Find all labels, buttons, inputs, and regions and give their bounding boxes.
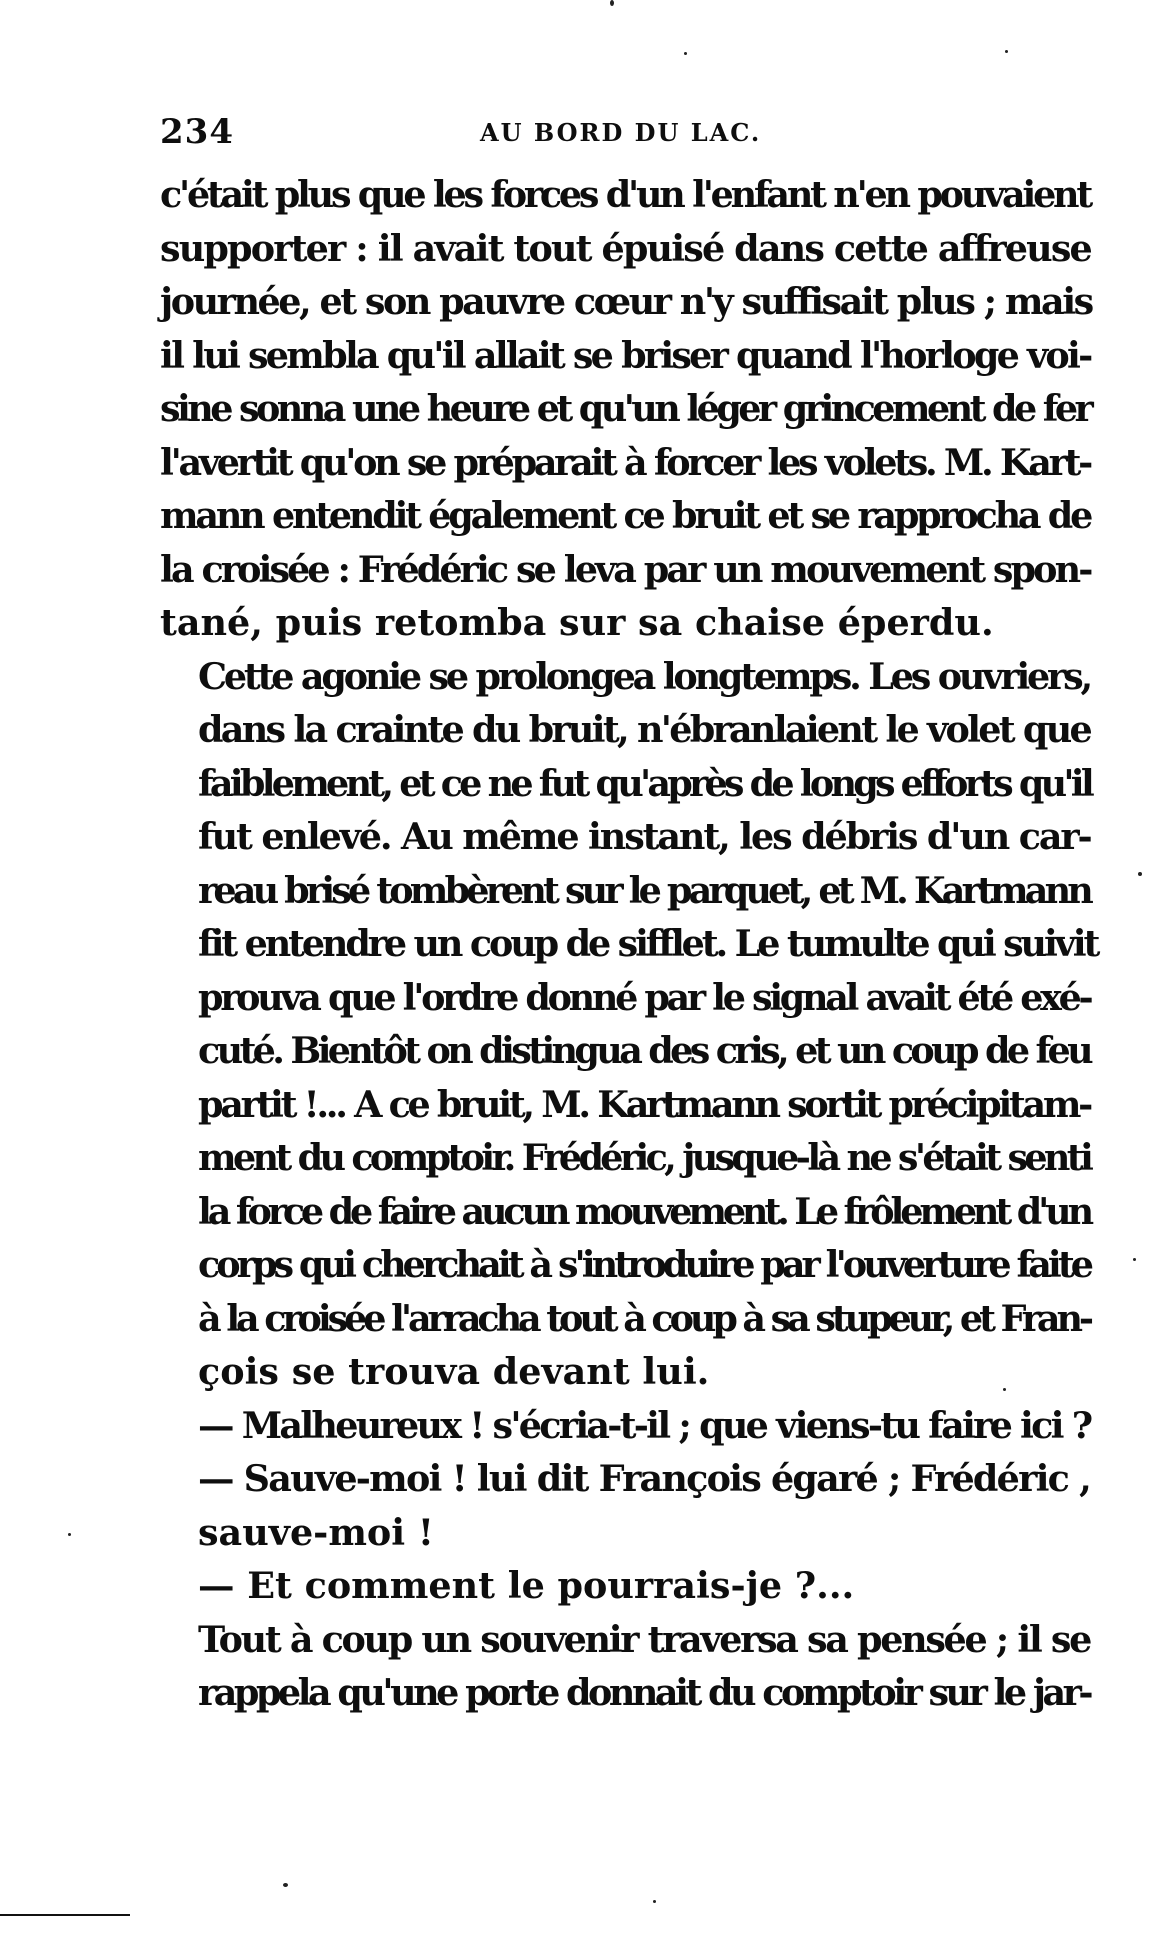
body-text (160, 168, 1098, 1720)
text-line: prouva que l'ordre donné par le signal avait été exé- (198, 975, 1091, 1019)
text-line: rappela qu'une porte donnait du comptoir sur le jar- (198, 1671, 1091, 1714)
text-line: partit !... A ce bruit, M. Kartmann sortit précipitam- (198, 1082, 1090, 1126)
text-line: — Sauve-moi ! lui dit François égaré ; Frédéric , (198, 1457, 1090, 1500)
text-line: fit entendre un coup de sifflet. Le tumulte qui suivit (198, 922, 1098, 965)
text-line: cuté. Bientôt on distingua des cris, et un coup de feu (198, 1029, 1090, 1072)
text-line: sauve-moi ! (198, 1510, 434, 1554)
text-line: dans la crainte du bruit, n'ébranlaient le volet que (198, 708, 1090, 751)
text-line: faiblement, et ce ne fut qu'après de longs efforts qu'il (198, 761, 1091, 805)
paragraph (160, 1452, 1090, 1559)
page-header (160, 112, 1090, 160)
text-line: corps qui cherchait à s'introduire par l'ouverture faite (198, 1243, 1090, 1286)
text-line: supporter : il avait tout épuisé dans cette affreuse (160, 226, 1091, 270)
ink-speck (283, 1883, 288, 1887)
running-head: AU BORD DU LAC. (480, 118, 762, 147)
text-line: il lui sembla qu'il allait se briser quand l'horloge voi- (160, 333, 1091, 377)
page-number: 234 (160, 112, 234, 152)
text-line: tané, puis retomba sur sa chaise éperdu. (160, 601, 994, 644)
ink-speck (1133, 1258, 1136, 1261)
text-line: reau brisé tombèrent sur le parquet, et M. Kartmann (198, 868, 1090, 912)
text-line: — Malheureux ! s'écria-t-il ; que viens-tu faire ici ? (198, 1403, 1091, 1447)
ink-speck (1005, 50, 1008, 53)
ink-speck (1138, 872, 1142, 876)
text-line: — Et comment le pourrais-je ?... (198, 1564, 855, 1607)
ink-speck (68, 1533, 71, 1536)
edge-rule (0, 1914, 130, 1916)
text-line: la croisée : Frédéric se leva par un mouvement spon- (160, 547, 1091, 591)
text-line: l'avertit qu'on se préparait à forcer les volets. M. Kart- (160, 440, 1090, 484)
paragraph (160, 1399, 1090, 1453)
text-line: Tout à coup un souvenir traversa sa pensée ; il se (198, 1617, 1090, 1661)
paragraph (160, 1613, 1090, 1720)
text-line: ment du comptoir. Frédéric, jusque-là ne s'était senti (198, 1136, 1091, 1179)
ink-speck (1003, 1388, 1006, 1391)
ink-speck (610, 0, 614, 6)
text-line: c'était plus que les forces d'un l'enfant n'en pouvaient (160, 173, 1090, 216)
text-line: journée, et son pauvre cœur n'y suffisait plus ; mais (160, 280, 1092, 323)
text-line: Cette agonie se prolongea longtemps. Les ouvriers, (198, 654, 1090, 698)
text-line: çois se trouva devant lui. (198, 1350, 710, 1393)
ink-speck (653, 1900, 656, 1903)
text-line: sine sonna une heure et qu'un léger grincement de fer (160, 387, 1091, 430)
text-line: mann entendit également ce bruit et se rapprocha de (160, 494, 1091, 537)
text-line: fut enlevé. Au même instant, les débris d'un car- (198, 815, 1091, 858)
paragraph (160, 1559, 1090, 1613)
paragraph (160, 168, 1090, 650)
text-line: à la croisée l'arracha tout à coup à sa stupeur, et Fran- (198, 1296, 1090, 1340)
text-line: la force de faire aucun mouvement. Le frôlement d'un (198, 1189, 1090, 1233)
ink-speck (684, 52, 687, 55)
paragraph (160, 650, 1098, 1399)
